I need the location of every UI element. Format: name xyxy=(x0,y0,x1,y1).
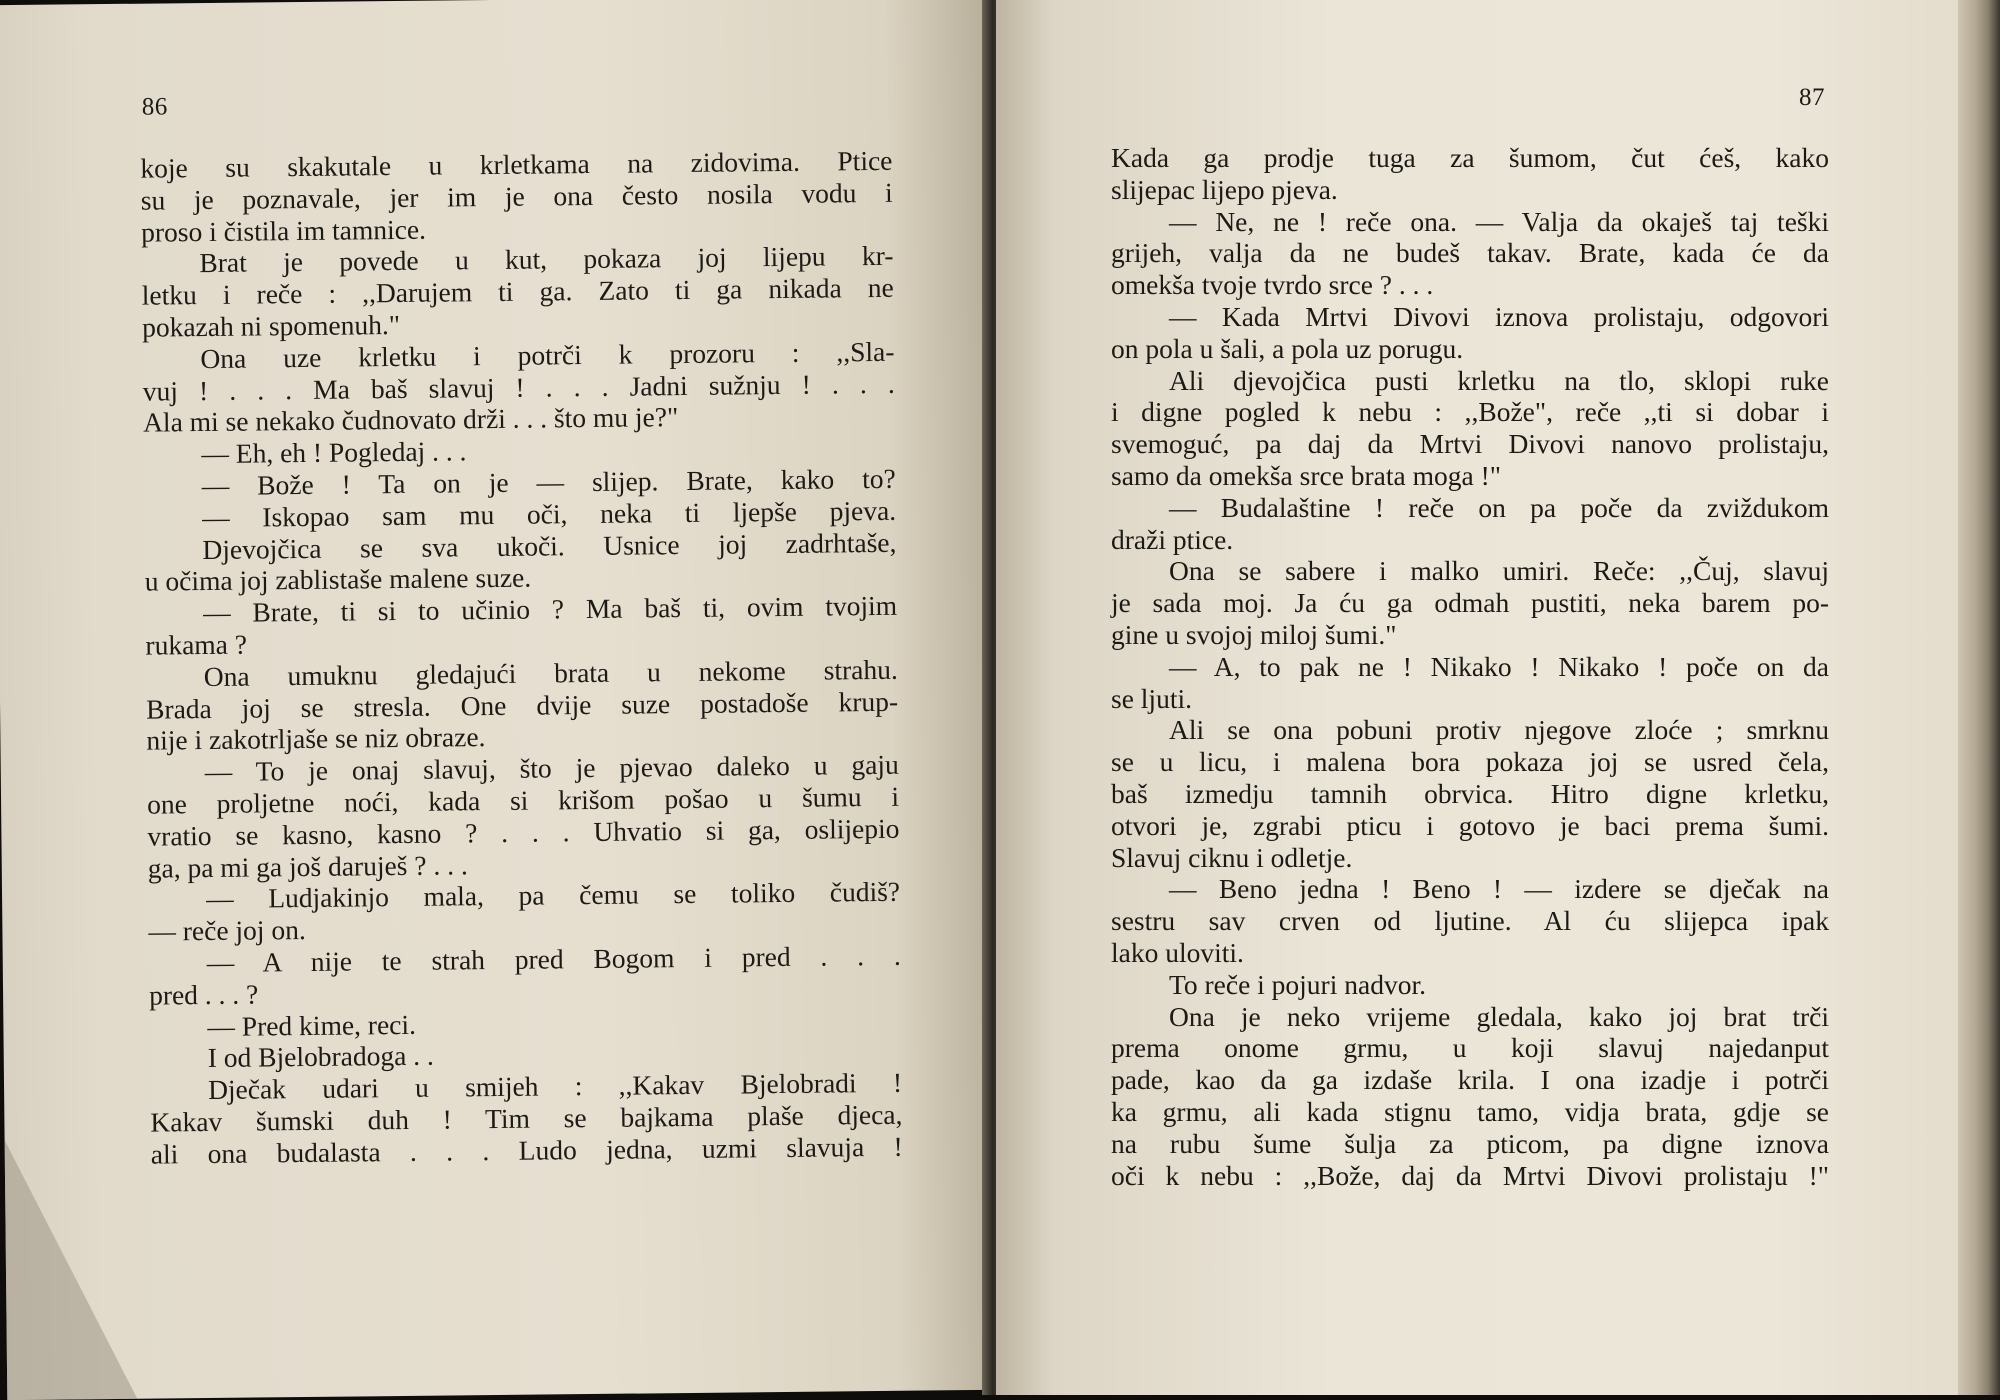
text-line: pade, kao da ga izdaše krila. I ona izadje i potrči xyxy=(1111,1064,1829,1096)
text-line: — A, to pak ne ! Nikako ! Nikako ! poče on da xyxy=(1169,650,1829,682)
text-line: — Beno jedna ! Beno ! — izdere se dječak na xyxy=(1169,873,1829,905)
text-line: vuj ! . . . Ma baš slavuj ! . . . Jadni sužnju ! . . . xyxy=(142,367,895,407)
text-line: — Budalaštine ! reče on pa poče da zviždukom xyxy=(1169,491,1829,523)
text-line: Ona uze krletku i potrči k prozoru : ,,Sla- xyxy=(200,335,895,374)
text-line: Kada ga prodje tuga za šumom, čut ćeš, kako xyxy=(1111,142,1829,173)
text-line: u očima joj zablistaše malene suze. xyxy=(144,561,532,598)
text-line: I od Bjelobradoga . . xyxy=(207,1039,434,1074)
text-line: Ala mi se nekako čudnovato drži . . . što mu je?" xyxy=(142,401,679,439)
text-line: je sada moj. Ja ću ga odmah pustiti, neka barem po- xyxy=(1111,587,1829,619)
text-line: — Bože ! Ta on je — slijep. Brate, kako to? xyxy=(201,462,896,502)
text-line: samo da omekša srce brata moga !" xyxy=(1111,459,1501,491)
text-line: ali ona budalasta . . . Ludo jedna, uzmi slavuja ! xyxy=(150,1130,903,1170)
text-line: letku i reče : ,,Darujem ti ga. Zato ti ga nikada ne xyxy=(141,271,894,311)
text-line: oči k nebu : ,,Bože, daj da Mrtvi Divovi prolistaju !" xyxy=(1111,1159,1829,1191)
text-line: koje su skakutale u krletkama na zidovima. Ptice xyxy=(140,144,893,184)
text-line: — Brate, ti si to učinio ? Ma baš ti, ovim tvojim xyxy=(202,589,898,629)
text-line: nije i zakotrljaše se niz obraze. xyxy=(146,721,486,756)
text-line: Brat je povede u kut, pokaza joj lijepu kr- xyxy=(199,240,894,279)
text-line: gine u svojoj miloj šumi." xyxy=(1111,618,1397,650)
text-line: Ona umuknu gledajući brata u nekome strahu. xyxy=(203,653,898,692)
text-line: draži ptice. xyxy=(1111,523,1234,555)
text-line: omekša tvoje tvrdo srce ? . . . xyxy=(1111,269,1434,301)
text-line: prema onome grmu, u koji slavuj najedanput xyxy=(1111,1032,1829,1064)
text-line: Dječak udari u smijeh : ,,Kakav Bjelobradi ! xyxy=(207,1066,903,1106)
text-line: on pola u šali, a pola uz porugu. xyxy=(1111,332,1464,364)
text-line: To reče i pojuri nadvor. xyxy=(1169,968,1426,1000)
text-line: lako uloviti. xyxy=(1111,936,1244,968)
page-number-left: 86 xyxy=(141,93,168,121)
text-line: — reče joj on. xyxy=(148,914,306,947)
text-line: Ali se ona pobuni protiv njegove zloće ; smrknu xyxy=(1169,714,1829,746)
right-page xyxy=(996,0,1958,1395)
text-line: svemoguć, pa daj da Mrtvi Divovi nanovo prolistaju, xyxy=(1111,428,1829,460)
text-line: — Eh, eh ! Pogledaj . . . xyxy=(201,435,467,470)
text-line: se u licu, i malena bora pokaza joj se usred čela, xyxy=(1111,746,1829,778)
text-line: — Pred kime, reci. xyxy=(207,1008,417,1042)
text-line: — Iskopao sam mu oči, neka ti ljepše pjeva. xyxy=(201,494,897,533)
text-line: — Ludjakinjo mala, pa čemu se toliko čudiš? xyxy=(205,876,901,915)
text-line: otvori je, zgrabi pticu i gotovo je baci prema šumi. xyxy=(1111,809,1829,841)
text-line: Ali djevojčica pusti krletku na tlo, sklopi ruke xyxy=(1169,364,1829,396)
text-line: Ona se sabere i malko umiri. Reče: ,,Čuj, slavuj xyxy=(1169,555,1829,587)
text-line: Ona je neko vrijeme gledala, kako joj brat trči xyxy=(1169,1000,1829,1032)
text-line: — Kada Mrtvi Divovi iznova prolistaju, odgovori xyxy=(1169,300,1829,332)
text-line: proso i čistila im tamnice. xyxy=(140,213,427,248)
page-number-right: 87 xyxy=(1799,84,1825,111)
text-line: — A nije te strah pred Bogom i pred . . . xyxy=(206,939,901,978)
text-line: Brada joj se stresla. One dvije suze postadoše krup- xyxy=(145,685,899,725)
text-line: Djevojčica se sva ukoči. Usnice joj zadrhtaše, xyxy=(202,526,897,565)
text-line: pokazah ni spomenuh." xyxy=(141,308,401,343)
text-line: i digne pogled k nebu : ,,Bože", reče ,,ti si dobar i xyxy=(1111,396,1829,428)
text-line: one proljetne noći, kada si krišom pošao u šumu i xyxy=(146,780,900,820)
text-line: Slavuj ciknu i odletje. xyxy=(1111,841,1353,873)
text-line: ga, pa mi ga još daruješ ? . . . xyxy=(147,848,468,884)
text-line: grijeh, valja da ne budeš takav. Brate, kada će da xyxy=(1111,237,1829,269)
text-line: su je poznavale, jer im je ona često nosila vodu i xyxy=(140,176,893,216)
text-line: vratio se kasno, kasno ? . . . Uhvatio si ga, oslijepio xyxy=(147,812,900,852)
text-line: slijepac lijepo pjeva. xyxy=(1111,173,1338,205)
text-line: baš izmedju tamnih obrvica. Hitro digne krletku, xyxy=(1111,777,1829,809)
left-page-text xyxy=(140,145,903,1170)
text-line: — To je onaj slavuj, što je pjevao daleko u gaju xyxy=(204,748,899,788)
text-line: Kakav šumski duh ! Tim se bajkama plaše djeca, xyxy=(150,1098,903,1138)
text-line: rukama ? xyxy=(145,628,248,661)
text-line: ka grmu, ali kada stignu tamo, vidja brata, gdje se xyxy=(1111,1095,1829,1127)
text-line: se ljuti. xyxy=(1111,682,1192,714)
text-line: na rubu šume šulja za pticom, pa digne iznova xyxy=(1111,1127,1829,1159)
text-line: sestru sav crven od ljutine. Al ću slijepca ipak xyxy=(1111,905,1829,937)
page-edge xyxy=(1958,0,2000,1395)
text-line: — Ne, ne ! reče ona. — Valja da okaješ taj teški xyxy=(1169,205,1829,237)
left-page xyxy=(0,0,997,1400)
right-page-text xyxy=(1111,142,1829,1191)
text-line: pred . . . ? xyxy=(148,978,259,1011)
